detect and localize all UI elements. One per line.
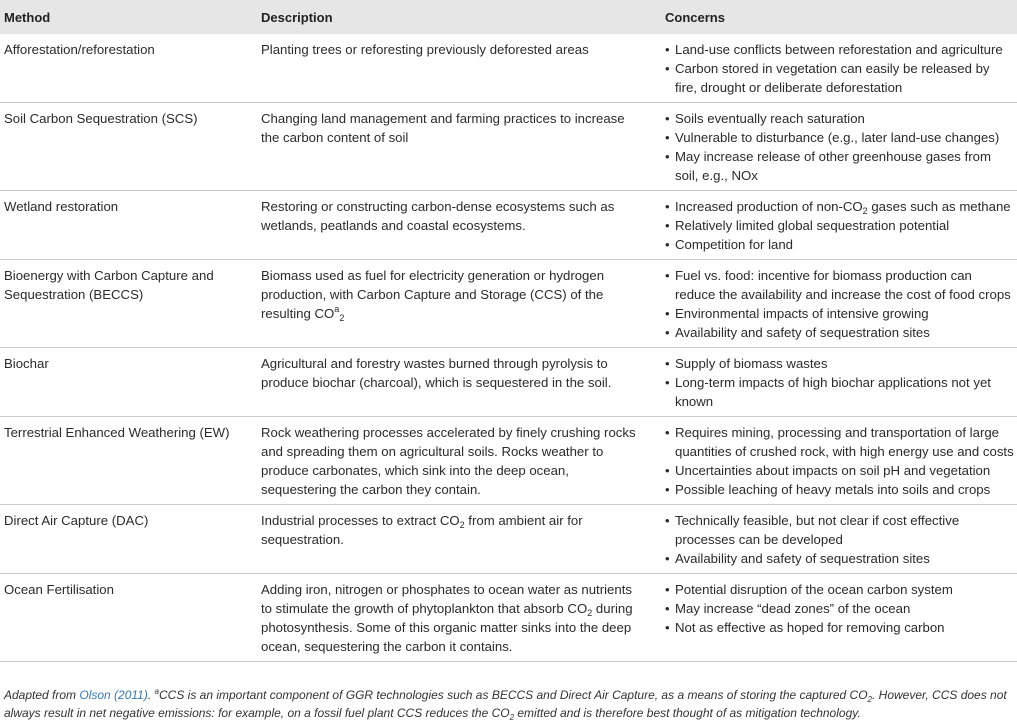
- description-cell: Agricultural and forestry wastes burned through pyrolysis to produce biochar (charcoal), which is sequestered in the soil.: [261, 356, 612, 390]
- concerns-list: [665, 511, 1015, 568]
- method-cell: Direct Air Capture (DAC): [4, 513, 149, 528]
- concern-item: • Carbon stored in vegetation can easily be released by fire, drought or deliberate deforestation: [665, 59, 1015, 97]
- concern-item: • Relatively limited global sequestration potential: [665, 216, 1015, 235]
- description-cell: Rock weathering processes accelerated by finely crushing rocks and spreading them on agricultural soils. Rocks weather to produce carbonates, which sink into the deep ocean, sequestering the carbon they contain.: [261, 425, 636, 497]
- description-text: Industrial processes to extract CO: [261, 513, 460, 528]
- concerns-list: [665, 40, 1015, 97]
- concerns-list: [665, 109, 1015, 185]
- table-row: [0, 574, 1017, 662]
- table-row: [0, 260, 1017, 348]
- concerns-cell: [655, 260, 1017, 348]
- description-cell: [253, 574, 655, 662]
- concerns-cell: [655, 417, 1017, 505]
- concerns-column-header: Concerns: [655, 0, 1017, 34]
- concerns-cell: [655, 574, 1017, 662]
- method-column-header: Method: [0, 0, 253, 34]
- concern-item: • Land-use conflicts between reforestation and agriculture: [665, 40, 1015, 59]
- concern-item: • Availability and safety of sequestration sites: [665, 323, 1015, 342]
- footnote-lead: Adapted from: [4, 688, 80, 702]
- concern-text: Increased production of non-CO: [675, 199, 863, 214]
- header-row: [0, 0, 1017, 34]
- concerns-cell: [655, 191, 1017, 260]
- concern-item: • Potential disruption of the ocean carbon system: [665, 580, 1015, 599]
- method-cell: Wetland restoration: [4, 199, 119, 214]
- footnote-text-3: emitted and is therefore best thought of as mitigation technology.: [514, 706, 861, 720]
- description-text-end: from ambient air for sequestration.: [261, 513, 583, 547]
- description-text: Adding iron, nitrogen or phosphates to ocean water as nutrients to stimulate the growth of phytoplankton that absorb CO: [261, 582, 632, 616]
- footnote-after-ref: .: [147, 688, 155, 702]
- description-cell: Changing land management and farming practices to increase the carbon content of soil: [261, 111, 625, 145]
- concern-item: • Vulnerable to disturbance (e.g., later land-use changes): [665, 128, 1015, 147]
- concern-item: • Supply of biomass wastes: [665, 354, 1015, 373]
- table-footnote: [4, 686, 1014, 722]
- concern-item: • May increase “dead zones” of the ocean: [665, 599, 1015, 618]
- table-row: [0, 505, 1017, 574]
- description-subscript: 2: [587, 608, 593, 618]
- concerns-list: [665, 580, 1015, 637]
- description-cell: [253, 260, 655, 348]
- concerns-cell: [655, 348, 1017, 417]
- footnote-subscript-1: 2: [867, 695, 872, 704]
- concern-item: • Long-term impacts of high biochar applications not yet known: [665, 373, 1015, 411]
- concern-text-end: gases such as methane: [867, 199, 1011, 214]
- description-subscript: 2: [459, 520, 465, 530]
- method-cell: Ocean Fertilisation: [4, 582, 114, 597]
- concern-item: • Competition for land: [665, 235, 1015, 254]
- concern-item: [665, 197, 1015, 216]
- method-cell: Soil Carbon Sequestration (SCS): [4, 111, 198, 126]
- concern-item: • Uncertainties about impacts on soil pH and vegetation: [665, 461, 1015, 480]
- concerns-cell: [655, 103, 1017, 191]
- description-cell: Restoring or constructing carbon-dense ecosystems such as wetlands, peatlands and coastal ecosystems.: [261, 199, 615, 233]
- description-text: Biomass used as fuel for electricity generation or hydrogen production, with Carbon Capture and Storage (CCS) of the resulting CO: [261, 268, 605, 321]
- concerns-list: [665, 197, 1015, 254]
- concern-item: • Technically feasible, but not clear if cost effective processes can be developed: [665, 511, 1015, 549]
- method-cell: Terrestrial Enhanced Weathering (EW): [4, 425, 230, 440]
- table-body: [0, 34, 1017, 662]
- concern-item: • Availability and safety of sequestration sites: [665, 549, 1015, 568]
- concerns-cell: [655, 505, 1017, 574]
- description-text-end: during photosynthesis. Some of this organic matter sinks into the deep ocean, sequestering the carbon it contains.: [261, 601, 633, 654]
- concern-item: • Environmental impacts of intensive growing: [665, 304, 1015, 323]
- concern-subscript: 2: [862, 206, 868, 216]
- footnote-reference-link[interactable]: Olson (2011): [79, 688, 148, 702]
- table-header: [0, 0, 1017, 34]
- description-cell: [253, 505, 655, 574]
- method-cell: Afforestation/reforestation: [4, 42, 155, 57]
- description-subscript: 2: [339, 313, 345, 323]
- concern-item: • May increase release of other greenhouse gases from soil, e.g., NOx: [665, 147, 1015, 185]
- footnote-text-1: CCS is an important component of GGR technologies such as BECCS and Direct Air Capture, as a means of storing the captured CO: [158, 688, 868, 702]
- table-row: [0, 348, 1017, 417]
- concern-item: • Fuel vs. food: incentive for biomass production can reduce the availability and increase the cost of food crops: [665, 266, 1015, 304]
- concern-item: • Not as effective as hoped for removing carbon: [665, 618, 1015, 637]
- table-row: [0, 191, 1017, 260]
- method-cell: Biochar: [4, 356, 49, 371]
- method-cell: Bioenergy with Carbon Capture and Sequestration (BECCS): [4, 268, 214, 302]
- table-row: [0, 417, 1017, 505]
- table-row: [0, 34, 1017, 103]
- concern-item: • Possible leaching of heavy metals into soils and crops: [665, 480, 1015, 499]
- description-column-header: Description: [253, 0, 655, 34]
- concerns-list: [665, 423, 1015, 499]
- description-superscript: a: [334, 304, 340, 314]
- concerns-list: [665, 354, 1015, 411]
- concern-item: • Soils eventually reach saturation: [665, 109, 1015, 128]
- concerns-cell: [655, 34, 1017, 103]
- footnote-marker: a: [154, 687, 159, 696]
- concern-item: • Requires mining, processing and transportation of large quantities of crushed rock, with high energy use and costs: [665, 423, 1015, 461]
- footnote-text-2: . However, CCS does not always result in net negative emissions: for example, on a fossil fuel plant CCS reduces the CO: [4, 688, 1007, 720]
- concerns-list: [665, 266, 1015, 342]
- description-cell: Planting trees or reforesting previously deforested areas: [261, 42, 589, 57]
- table-row: [0, 103, 1017, 191]
- footnote-subscript-2: 2: [509, 713, 515, 722]
